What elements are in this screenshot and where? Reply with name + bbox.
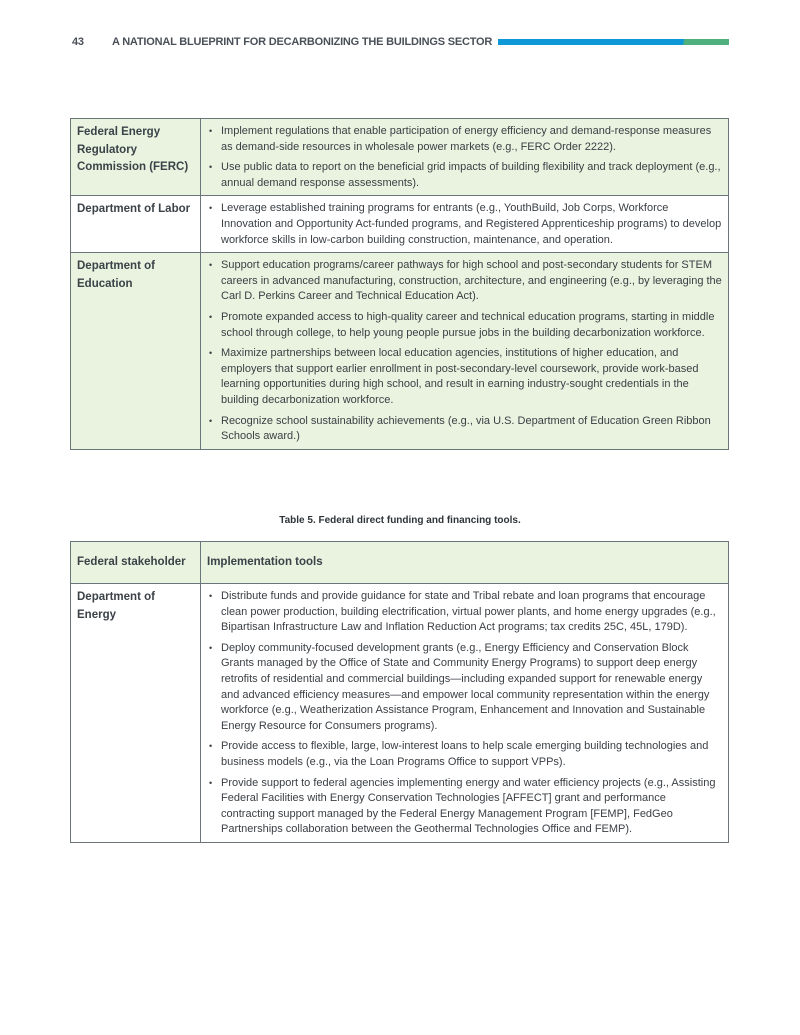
table-row bbox=[71, 196, 729, 253]
bullet-item: • Provide access to flexible, large, low-interest loans to help scale emerging building technologies and business models (e.g., via the Loan Programs Office to support VPPs). bbox=[221, 739, 722, 770]
actions-cell bbox=[201, 119, 729, 196]
header-title: A NATIONAL BLUEPRINT FOR DECARBONIZING THE BUILDINGS SECTOR bbox=[112, 36, 493, 48]
stakeholder-cell: Department of Education bbox=[71, 253, 201, 450]
bullet-item: • Recognize school sustainability achievements (e.g., via U.S. Department of Education Green Ribbon Schools award.) bbox=[221, 414, 722, 445]
actions-cell bbox=[201, 253, 729, 450]
stakeholder-cell: Department of Energy bbox=[71, 584, 201, 843]
table-5-caption: Table 5. Federal direct funding and financing tools. bbox=[279, 515, 521, 526]
bullet-item: • Provide support to federal agencies implementing energy and water efficiency projects (e.g., Assisting Federal Facilities with Energy Conservation Technologies [AFFECT] grant and performance contracting support managed by the Federal Energy Management Program [FEMP], FedGeo Partnerships collaboration between the Geothermal Technologies Office and FEMP). bbox=[221, 776, 722, 838]
bullet-item: • Maximize partnerships between local education agencies, institutions of higher education, and employers that support earlier enrollment in post-secondary-level coursework, provide work-based learning opportunities during high school, and result in earning industry-sought credentials in the building decarbonization workforce. bbox=[221, 346, 722, 408]
actions-cell bbox=[201, 584, 729, 843]
bullet-item: • Implement regulations that enable participation of energy efficiency and demand-response measures as demand-side resources in wholesale power markets (e.g., FERC Order 2222). bbox=[221, 124, 722, 155]
column-header-stakeholder: Federal stakeholder bbox=[71, 542, 201, 584]
bullet-item: • Use public data to report on the beneficial grid impacts of building flexibility and track deployment (e.g., annual demand response assessments). bbox=[221, 160, 722, 191]
table-row bbox=[71, 119, 729, 196]
running-header bbox=[72, 36, 729, 48]
bullet-item: • Distribute funds and provide guidance for state and Tribal rebate and loan programs that encourage clean power production, building electrification, virtual power plants, and home energy upgrades (e.g., Bipartisan Infrastructure Law and Inflation Reduction Act programs; tax credits 25C, 45L, 179D). bbox=[221, 589, 722, 636]
bullet-item: • Support education programs/career pathways for high school and post-secondary students for STEM careers in advanced manufacturing, construction, architecture, and engineering (e.g., by leveraging the Carl D. Perkins Career and Technical Education Act). bbox=[221, 258, 722, 305]
stakeholder-cell: Federal Energy Regulatory Commission (FERC) bbox=[71, 119, 201, 196]
table-row bbox=[71, 253, 729, 450]
table-row bbox=[71, 584, 729, 843]
table-5 bbox=[70, 541, 729, 843]
actions-cell bbox=[201, 196, 729, 253]
table-4-continued bbox=[70, 118, 729, 450]
column-header-tools: Implementation tools bbox=[201, 542, 729, 584]
page-number: 43 bbox=[72, 36, 84, 48]
bullet-item: • Promote expanded access to high-quality career and technical education programs, starting in middle school through college, to help young people pursue jobs in the building decarbonization workforce. bbox=[221, 310, 722, 341]
stakeholder-cell: Department of Labor bbox=[71, 196, 201, 253]
bullet-item: • Leverage established training programs for entrants (e.g., YouthBuild, Job Corps, Workforce Innovation and Opportunity Act-funded programs, and Registered Apprenticeship programs) to develop workforce skills in low-carbon building construction, maintenance, and operation. bbox=[221, 201, 722, 248]
header-color-bar bbox=[498, 39, 729, 45]
bullet-item: • Deploy community-focused development grants (e.g., Energy Efficiency and Conservation Block Grants managed by the Office of State and Community Energy Programs) to support deep energy retrofits of residential and commercial buildings—including expanded support for renewable energy and advanced efficiency measures—and empower local community representation within the energy workforce (e.g., Weatherization Assistance Program, Enhancement and Innovation and Sustainable Energy Resource for Consumers programs). bbox=[221, 641, 722, 735]
